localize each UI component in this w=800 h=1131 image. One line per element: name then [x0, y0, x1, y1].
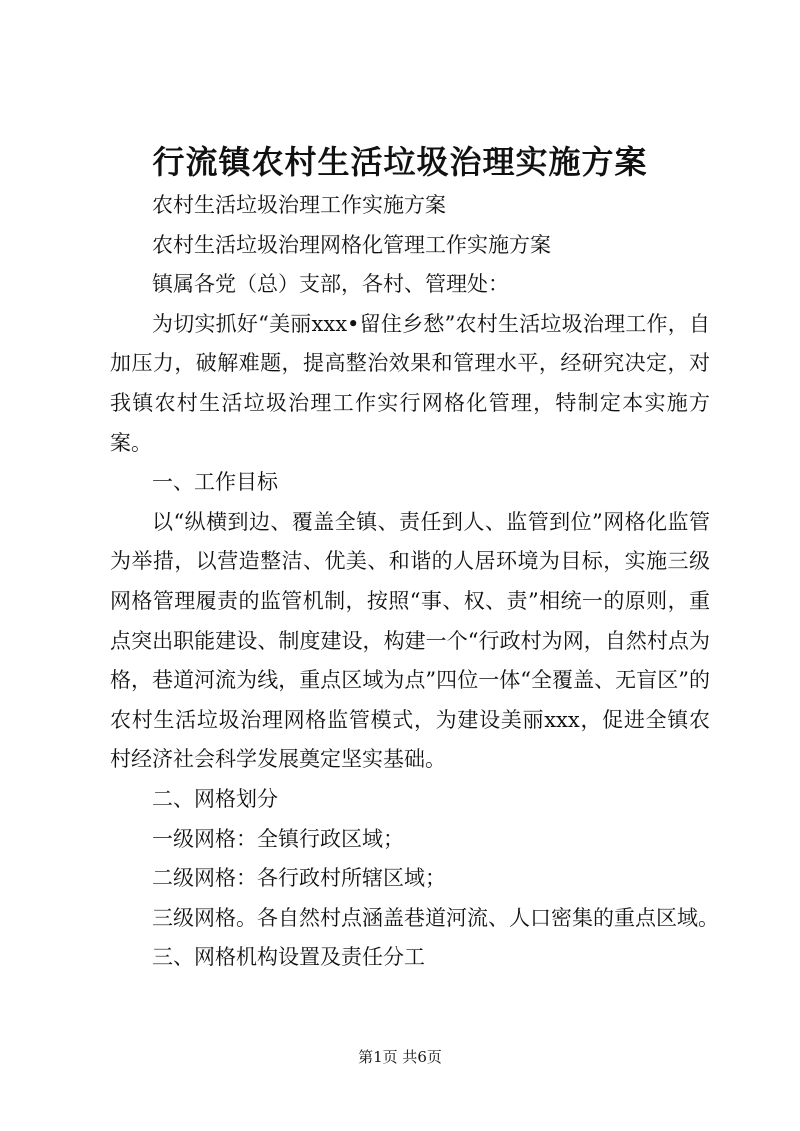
document-title: 行流镇农村生活垃圾治理实施方案: [152, 143, 648, 181]
salutation: 镇属各党（总）支部，各村、管理处：: [152, 272, 509, 297]
section-heading-organization: 三、网格机构设置及责任分工: [152, 945, 425, 970]
section-heading-goals: 一、工作目标: [152, 470, 278, 495]
page-footer: 第1页 共6页: [358, 1048, 442, 1066]
grid-level-3: 三级网格。各自然村点涵盖巷道河流、人口密集的重点区域。: [152, 905, 719, 930]
goals-paragraph: 以“纵横到边、覆盖全镇、责任到人、监管到位”网格化监管为举措，以营造整洁、优美、和谐的人居环境为目标，实施三级网格管理履责的监管机制，按照“事、权、责”相统一的原则，重点突出职能建设、制度建设，构建一个“行政村为网，自然村点为格，巷道河流为线，重点区域为点”四位一体“全覆盖、无盲区”的农村生活垃圾治理网格监管模式，为建设美丽xxx，促进全镇农村经济社会科学发展奠定坚实基础。: [110, 509, 710, 772]
intro-paragraph: 为切实抓好“美丽xxx•留住乡愁”农村生活垃圾治理工作，自加压力，破解难题，提高整治效果和管理水平，经研究决定，对我镇农村生活垃圾治理工作实行网格化管理，特制定本实施方案。: [110, 311, 710, 455]
subtitle-line-1: 农村生活垃圾治理工作实施方案: [152, 193, 446, 217]
subtitle-line-2: 农村生活垃圾治理网格化管理工作实施方案: [152, 232, 551, 257]
section-heading-grid-division: 二、网格划分: [152, 786, 278, 811]
grid-level-1: 一级网格：全镇行政区域；: [152, 826, 404, 851]
document-body: [110, 186, 719, 978]
grid-level-2: 二级网格：各行政村所辖区域；: [152, 866, 446, 891]
